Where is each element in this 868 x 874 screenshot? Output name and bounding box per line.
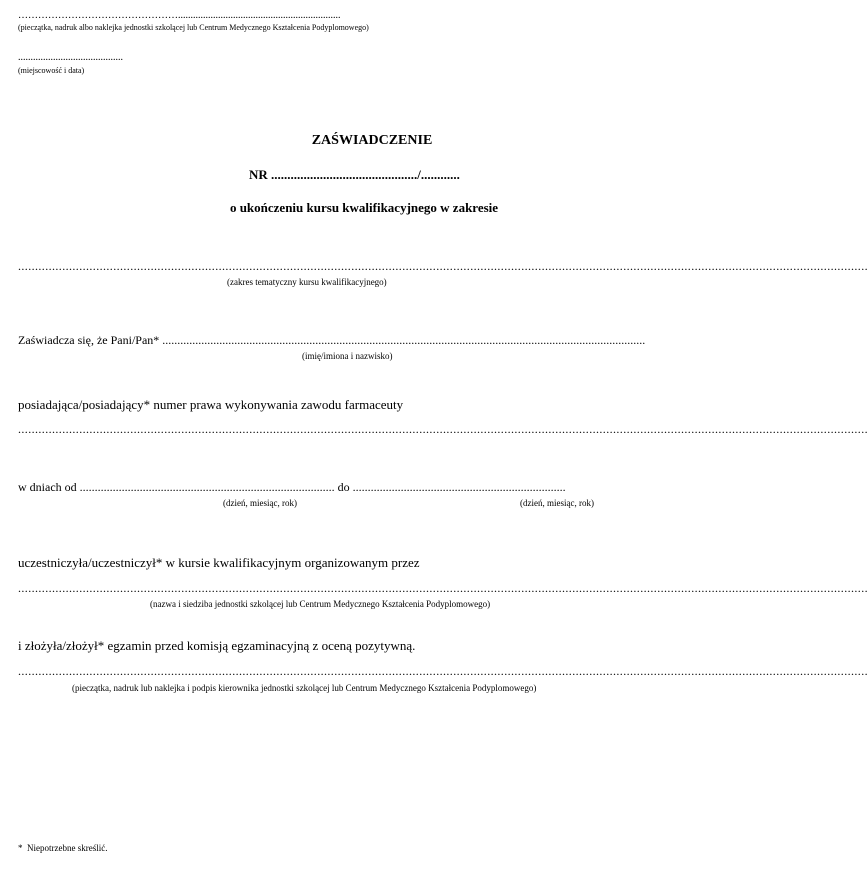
place-date-caption: (miejscowość i data) — [18, 66, 85, 75]
stamp-dots: …………………………………………................................................................. — [18, 10, 341, 21]
organizer-dots: .......................................................................................................................................................................................................................................................... — [18, 581, 868, 595]
place-date-dots: .......................................... — [18, 52, 123, 63]
dates-line: w dniach od ..................................................................................... do ....................................................................... — [18, 480, 566, 494]
license-text: posiadająca/posiadający* numer prawa wykonywania zawodu farmaceuty — [18, 397, 404, 412]
signature-dots: .......................................................................................................................................................................................................................................................... — [18, 664, 868, 678]
organizer-caption: (nazwa i siedziba jednostki szkolącej lub Centrum Medycznego Kształcenia Podyplomowego) — [150, 599, 491, 609]
course-scope-caption: (zakres tematyczny kursu kwalifikacyjnego) — [227, 277, 387, 287]
name-caption: (imię/imiona i nazwisko) — [302, 351, 393, 361]
license-dots: .......................................................................................................................................................................................................................................................... — [18, 422, 868, 436]
course-scope-dots: .......................................................................................................................................................................................................................................................... — [18, 259, 868, 273]
stamp-caption: (pieczątka, nadruk albo naklejka jednostki szkolącej lub Centrum Medycznego Kształcenia Podyplomowego) — [18, 23, 369, 32]
participated-text: uczestniczyła/uczestniczył* w kursie kwalifikacyjnym organizowanym przez — [18, 555, 420, 570]
certificate-subtitle: o ukończeniu kursu kwalifikacyjnego w zakresie — [229, 200, 499, 215]
date-to-caption: (dzień, miesiąc, rok) — [520, 498, 594, 508]
date-from-caption: (dzień, miesiąc, rok) — [223, 498, 297, 508]
certificate-title: ZAŚWIADCZENIE — [311, 133, 433, 148]
exam-text: i złożyła/złożył* egzamin przed komisją egzaminacyjną z oceną pozytywną. — [18, 638, 416, 653]
certificate-number: NR ............................................./............ — [249, 167, 460, 182]
signature-caption: (pieczątka, nadruk lub naklejka i podpis kierownika jednostki szkolącej lub Centrum Medycznego Kształcenia Podyplomowego) — [72, 683, 537, 693]
footnote: * Niepotrzebne skreślić. — [18, 843, 108, 853]
certify-line: Zaświadcza się, że Pani/Pan* ................................................................................................................................................................. — [18, 333, 646, 347]
